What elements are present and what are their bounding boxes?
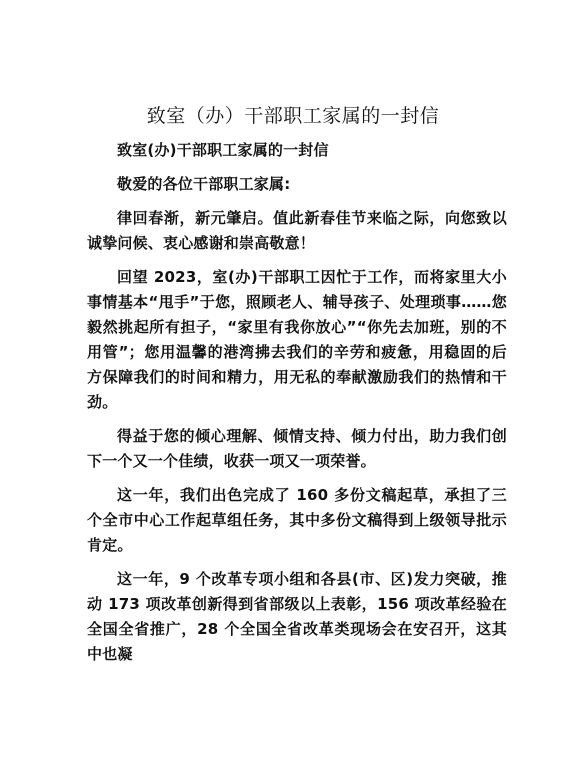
document-title: 致室（办）干部职工家属的一封信 (146, 105, 440, 127)
paragraph-review: 回望 2023，室(办)干部职工因忙于工作，而将家里大小事情基本“甩手”于您，照顾老人、辅导孩子、处理琐事……您毅然挑起所有担子，“家里有我你放心”“你先去加班，别的不用管”；您用温馨的港湾拂去我们的辛劳和疲惫，用稳固的后方保障我们的时间和精力，用无私的奉献激励我们的热情和干劲。 (87, 268, 507, 411)
paragraph-heading: 致室(办)干部职工家属的一封信 (117, 141, 329, 159)
paragraph-greeting: 律回春渐，新元肇启。值此新春佳节来临之际，向您致以诚挚问候、衷心感谢和崇高敬意！ (87, 209, 507, 252)
document-body (87, 138, 507, 676)
paragraph-salutation: 敬爱的各位干部职工家属: (117, 175, 291, 193)
paragraph-support: 得益于您的倾心理解、倾情支持、倾力付出，助力我们创下一个又一个佳绩，收获一项又一项荣誉。 (87, 427, 507, 470)
paragraph-drafting: 这一年，我们出色完成了 160 多份文稿起草，承担了三个全市中心工作起草组任务，其中多份文稿得到上级领导批示肯定。 (87, 486, 507, 554)
paragraph-reform: 这一年，9 个改革专项小组和各县(市、区)发力突破，推动 173 项改革创新得到省部级以上表彰，156 项改革经验在全国全省推广，28 个全国全省改革类现场会在安召开，这其中也凝 (87, 570, 507, 663)
